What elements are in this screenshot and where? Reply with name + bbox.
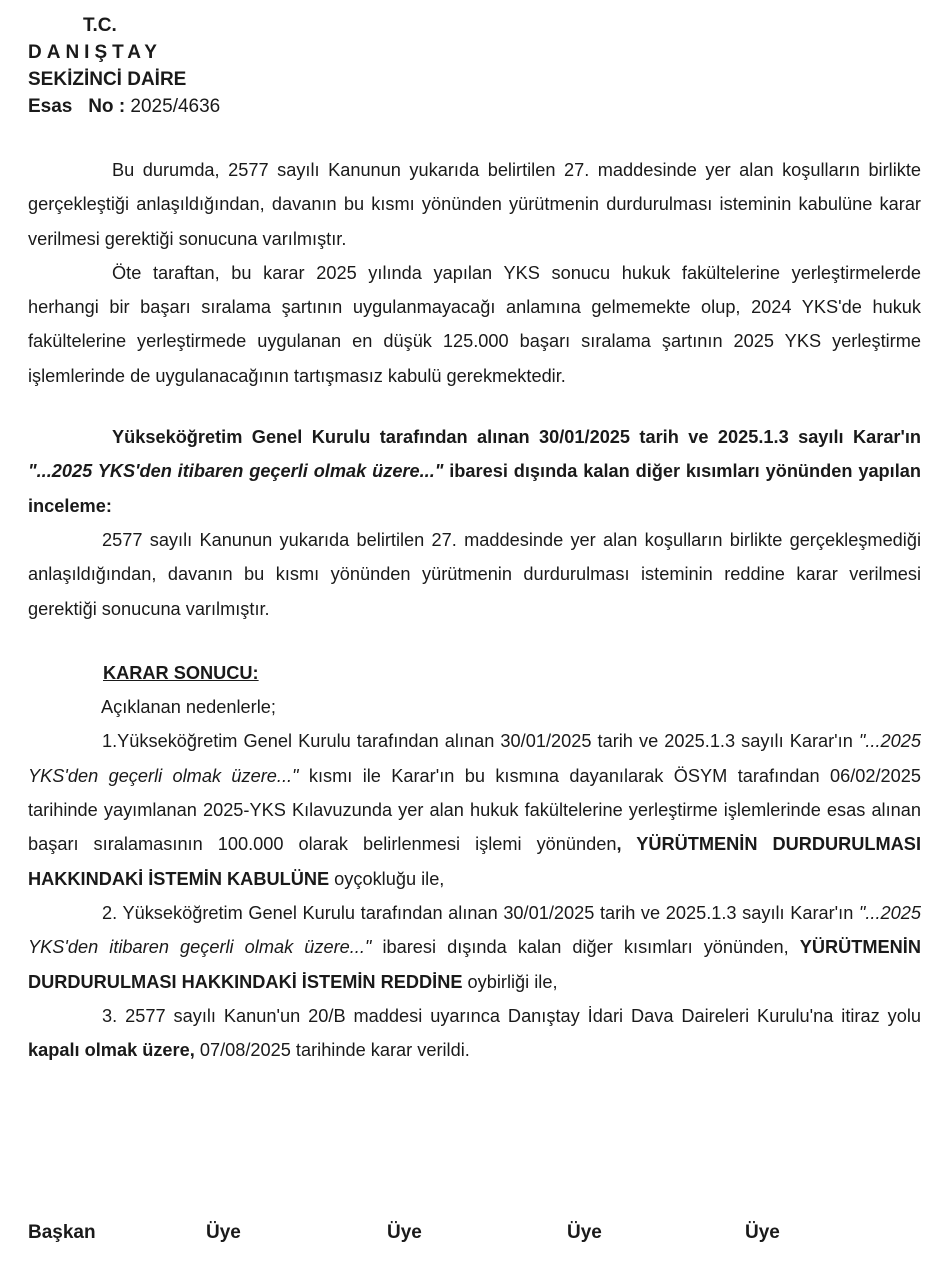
paragraph-2: Öte taraftan, bu karar 2025 yılında yapılan YKS sonucu hukuk fakültelerine yerleştirmelerde herhangi bir başarı sıralama şartının uygulanmayacağı anlamına gelmemekte olup, 2024 YKS'de hukuk fakültelerine yerleştirmede uygulanan en düşük 125.000 başarı sıralama şartının 2025 YKS yerleştirme işlemlerinde de uygulanacağının tartışmasız kabulü gerekmektedir. (28, 262, 921, 386)
signature-uye-3: Üye (567, 1222, 602, 1243)
case-number-value: 2025/4636 (130, 96, 221, 117)
signature-baskan: Başkan (28, 1222, 96, 1243)
item1-text-a: 1.Yükseköğretim Genel Kurulu tarafından alınan 30/01/2025 tarih ve 2025.1.3 sayılı Karar'ın (102, 731, 859, 752)
signature-uye-2: Üye (387, 1222, 422, 1243)
item1-decision: , YÜRÜTMENİN DURDURULMASI HAKKINDAKİ İSTEMİN KABULÜNE (28, 834, 921, 889)
section-heading-b: ibaresi dışında kalan diğer kısımları yönünden yapılan inceleme: (28, 461, 921, 516)
item2-text-b: ibaresi dışında kalan diğer kısımları yönünden, (371, 937, 800, 958)
item3-text-b: 07/08/2025 tarihinde karar verildi. (194, 1040, 470, 1061)
signature-uye-4: Üye (745, 1222, 780, 1243)
section-heading-quote: "...2025 YKS'den itibaren geçerli olmak üzere..." (28, 461, 444, 482)
karar-heading: KARAR SONUCU: (103, 662, 259, 683)
item1-text-c: oyçokluğu ile, (329, 868, 445, 889)
item1-quote: "...2025 YKS'den geçerli olmak üzere..." (28, 731, 921, 786)
chamber-name: SEKİZİNCİ DAİRE (28, 69, 187, 90)
karar-item-3 (28, 999, 921, 1068)
document-body (28, 153, 921, 1067)
karar-item-2 (28, 896, 921, 999)
document-header (28, 12, 220, 120)
page-cutoff (0, 1250, 945, 1285)
item2-decision: YÜRÜTMENİN DURDURULMASI HAKKINDAKİ İSTEMİN REDDİNE (28, 937, 921, 992)
case-number (28, 93, 220, 120)
item2-text-a: 2. Yükseköğretim Genel Kurulu tarafından alınan 30/01/2025 tarih ve 2025.1.3 sayılı Karar'ın (102, 902, 859, 923)
paragraph-4: 2577 sayılı Kanunun yukarıda belirtilen 27. maddesinde yer alan koşulların birlikte gerçekleşmediği anlaşıldığından, davanın bu kısmı yönünden yürütmenin durdurulması isteminin reddine karar verilmesi gerektiği sonucuna varılmıştır. (28, 529, 921, 619)
item3-text-a: 3. 2577 sayılı Kanun'un 20/B maddesi uyarınca Danıştay İdari Dava Daireleri Kurulu'na itiraz yolu (102, 1005, 921, 1026)
case-number-label: Esas No : (28, 96, 131, 117)
court-name: DANIŞTAY (28, 42, 162, 63)
item2-text-c: oybirliği ile, (462, 971, 558, 992)
section-heading-a: Yükseköğretim Genel Kurulu tarafından alınan 30/01/2025 tarih ve 2025.1.3 sayılı Karar'ın (112, 427, 921, 448)
karar-item-1 (28, 724, 921, 895)
tc-label: T.C. (83, 15, 117, 36)
signature-uye-1: Üye (206, 1222, 241, 1243)
item1-text-b: kısmı ile Karar'ın bu kısmına dayanılarak ÖSYM tarafından 06/02/2025 tarihinde yayımlanan 2025-YKS Kılavuzunda yer alan hukuk fakültelerine yerleştirme işlemlerinde esas alınan başarı sıralamasının 100.000 olarak belirlenmesi işlemi yönünden (28, 765, 921, 855)
item2-quote: "...2025 YKS'den itibaren geçerli olmak üzere..." (28, 902, 921, 958)
item3-bold: kapalı olmak üzere, (28, 1040, 195, 1061)
paragraph-1: Bu durumda, 2577 sayılı Kanunun yukarıda belirtilen 27. maddesinde yer alan koşulların birlikte gerçekleştiği anlaşıldığından, davanın bu kısmı yönünden yürütmenin durdurulması isteminin kabulüne karar verilmesi gerektiği sonucuna varılmıştır. (28, 160, 921, 249)
karar-intro: Açıklanan nedenlerle; (101, 697, 276, 718)
section-heading (28, 420, 921, 523)
